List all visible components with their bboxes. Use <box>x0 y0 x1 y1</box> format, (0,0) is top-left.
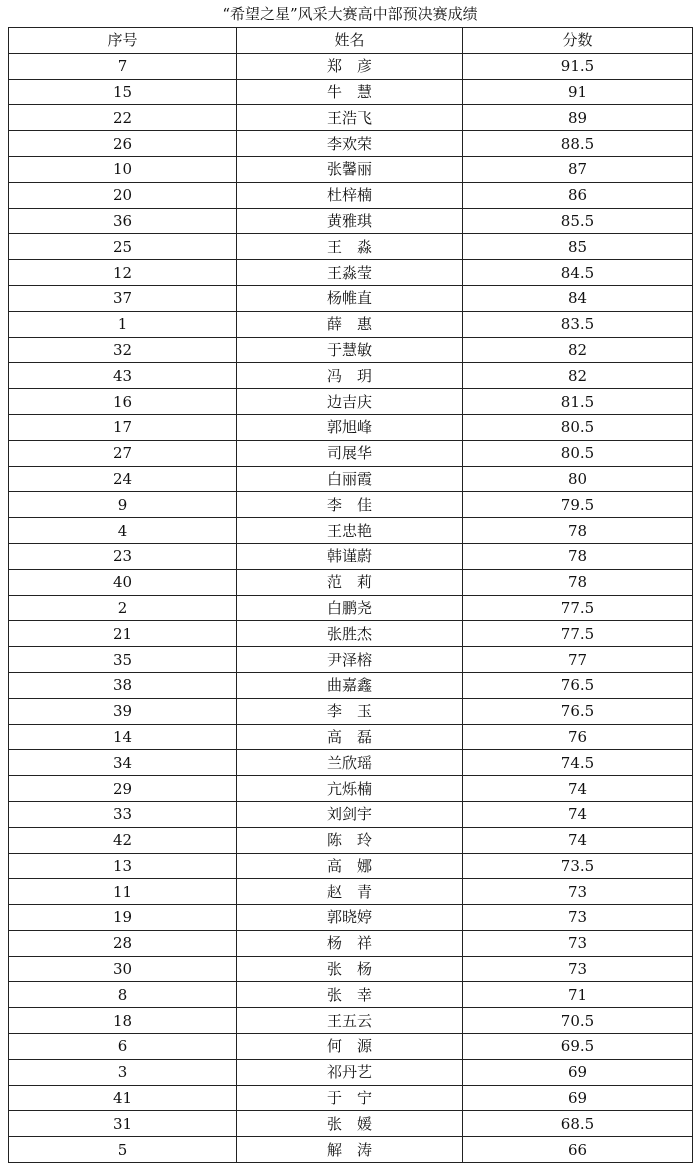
cell-score: 66 <box>463 1137 693 1163</box>
table-row <box>9 363 693 389</box>
score-table <box>8 27 693 1163</box>
cell-score: 71 <box>463 982 693 1008</box>
table-row <box>9 208 693 234</box>
cell-seq: 14 <box>9 724 237 750</box>
table-row <box>9 414 693 440</box>
cell-seq: 38 <box>9 672 237 698</box>
cell-seq: 27 <box>9 440 237 466</box>
cell-name: 边吉庆 <box>237 389 463 415</box>
cell-name: 祁丹艺 <box>237 1059 463 1085</box>
cell-name: 韩谨蔚 <box>237 543 463 569</box>
cell-name: 白鹏尧 <box>237 595 463 621</box>
cell-score: 84.5 <box>463 260 693 286</box>
cell-score: 84 <box>463 285 693 311</box>
cell-name: 王五云 <box>237 1008 463 1034</box>
cell-seq: 31 <box>9 1111 237 1137</box>
cell-seq: 18 <box>9 1008 237 1034</box>
table-row <box>9 776 693 802</box>
cell-score: 77.5 <box>463 621 693 647</box>
cell-name: 陈 玲 <box>237 827 463 853</box>
cell-score: 91.5 <box>463 53 693 79</box>
cell-name: 郑 彦 <box>237 53 463 79</box>
table-row <box>9 750 693 776</box>
cell-name: 王淼莹 <box>237 260 463 286</box>
cell-score: 88.5 <box>463 131 693 157</box>
cell-seq: 30 <box>9 956 237 982</box>
table-row <box>9 79 693 105</box>
cell-name: 刘剑宇 <box>237 801 463 827</box>
cell-seq: 43 <box>9 363 237 389</box>
cell-seq: 36 <box>9 208 237 234</box>
table-row <box>9 595 693 621</box>
table-row <box>9 1085 693 1111</box>
table-row <box>9 105 693 131</box>
cell-name: 王忠艳 <box>237 518 463 544</box>
table-row <box>9 53 693 79</box>
cell-score: 91 <box>463 79 693 105</box>
cell-score: 78 <box>463 543 693 569</box>
table-row <box>9 389 693 415</box>
table-row <box>9 1008 693 1034</box>
cell-seq: 32 <box>9 337 237 363</box>
cell-name: 郭旭峰 <box>237 414 463 440</box>
cell-score: 74.5 <box>463 750 693 776</box>
cell-name: 薛 惠 <box>237 311 463 337</box>
table-row <box>9 672 693 698</box>
cell-score: 89 <box>463 105 693 131</box>
cell-seq: 3 <box>9 1059 237 1085</box>
cell-seq: 16 <box>9 389 237 415</box>
cell-name: 尹泽榕 <box>237 647 463 673</box>
header-score: 分数 <box>463 28 693 54</box>
table-row <box>9 260 693 286</box>
cell-score: 76.5 <box>463 672 693 698</box>
table-row <box>9 285 693 311</box>
cell-seq: 37 <box>9 285 237 311</box>
cell-seq: 22 <box>9 105 237 131</box>
cell-score: 82 <box>463 363 693 389</box>
table-row <box>9 156 693 182</box>
cell-seq: 23 <box>9 543 237 569</box>
cell-seq: 40 <box>9 569 237 595</box>
cell-name: 司展华 <box>237 440 463 466</box>
table-row <box>9 827 693 853</box>
cell-seq: 13 <box>9 853 237 879</box>
cell-score: 86 <box>463 182 693 208</box>
cell-name: 黄雅琪 <box>237 208 463 234</box>
table-body <box>9 53 693 1162</box>
cell-score: 69.5 <box>463 1034 693 1060</box>
cell-seq: 17 <box>9 414 237 440</box>
cell-seq: 12 <box>9 260 237 286</box>
cell-name: 王浩飞 <box>237 105 463 131</box>
table-header-row <box>9 28 693 54</box>
cell-seq: 42 <box>9 827 237 853</box>
table-row <box>9 466 693 492</box>
cell-score: 68.5 <box>463 1111 693 1137</box>
table-row <box>9 569 693 595</box>
cell-score: 77 <box>463 647 693 673</box>
cell-name: 牛 慧 <box>237 79 463 105</box>
cell-score: 69 <box>463 1059 693 1085</box>
cell-name: 李 玉 <box>237 698 463 724</box>
cell-score: 81.5 <box>463 389 693 415</box>
cell-score: 73 <box>463 879 693 905</box>
table-row <box>9 879 693 905</box>
table-row <box>9 621 693 647</box>
cell-name: 李欢荣 <box>237 131 463 157</box>
cell-score: 74 <box>463 776 693 802</box>
table-row <box>9 724 693 750</box>
cell-score: 74 <box>463 801 693 827</box>
cell-seq: 19 <box>9 905 237 931</box>
cell-score: 76 <box>463 724 693 750</box>
page-title: “希望之星”风采大赛高中部预决赛成绩 <box>222 5 478 23</box>
cell-seq: 28 <box>9 930 237 956</box>
table-row <box>9 1034 693 1060</box>
cell-name: 张 幸 <box>237 982 463 1008</box>
cell-score: 69 <box>463 1085 693 1111</box>
cell-seq: 7 <box>9 53 237 79</box>
table-row <box>9 234 693 260</box>
cell-score: 87 <box>463 156 693 182</box>
cell-name: 范 莉 <box>237 569 463 595</box>
cell-name: 张馨丽 <box>237 156 463 182</box>
cell-score: 80.5 <box>463 414 693 440</box>
cell-score: 73 <box>463 956 693 982</box>
table-row <box>9 182 693 208</box>
cell-seq: 11 <box>9 879 237 905</box>
cell-name: 亢烁楠 <box>237 776 463 802</box>
cell-seq: 35 <box>9 647 237 673</box>
cell-name: 张 杨 <box>237 956 463 982</box>
cell-seq: 9 <box>9 492 237 518</box>
cell-seq: 26 <box>9 131 237 157</box>
table-row <box>9 905 693 931</box>
cell-name: 曲嘉鑫 <box>237 672 463 698</box>
cell-name: 高 磊 <box>237 724 463 750</box>
cell-name: 兰欣瑶 <box>237 750 463 776</box>
cell-score: 80.5 <box>463 440 693 466</box>
table-row <box>9 982 693 1008</box>
table-row <box>9 1059 693 1085</box>
cell-name: 高 娜 <box>237 853 463 879</box>
cell-seq: 24 <box>9 466 237 492</box>
cell-score: 83.5 <box>463 311 693 337</box>
table-row <box>9 930 693 956</box>
cell-name: 冯 玥 <box>237 363 463 389</box>
cell-seq: 1 <box>9 311 237 337</box>
cell-score: 70.5 <box>463 1008 693 1034</box>
cell-seq: 29 <box>9 776 237 802</box>
table-row <box>9 518 693 544</box>
cell-seq: 41 <box>9 1085 237 1111</box>
cell-name: 杜梓楠 <box>237 182 463 208</box>
cell-seq: 21 <box>9 621 237 647</box>
table-row <box>9 1137 693 1163</box>
cell-seq: 10 <box>9 156 237 182</box>
header-name: 姓名 <box>237 28 463 54</box>
table-row <box>9 956 693 982</box>
table-row <box>9 1111 693 1137</box>
table-row <box>9 853 693 879</box>
cell-name: 李 佳 <box>237 492 463 518</box>
cell-name: 赵 青 <box>237 879 463 905</box>
cell-name: 郭晓婷 <box>237 905 463 931</box>
cell-name: 张 媛 <box>237 1111 463 1137</box>
cell-score: 82 <box>463 337 693 363</box>
header-seq: 序号 <box>9 28 237 54</box>
cell-seq: 25 <box>9 234 237 260</box>
cell-seq: 39 <box>9 698 237 724</box>
cell-seq: 15 <box>9 79 237 105</box>
cell-score: 85 <box>463 234 693 260</box>
cell-name: 杨 祥 <box>237 930 463 956</box>
table-row <box>9 440 693 466</box>
cell-name: 于慧敏 <box>237 337 463 363</box>
table-row <box>9 311 693 337</box>
cell-score: 79.5 <box>463 492 693 518</box>
cell-name: 解 涛 <box>237 1137 463 1163</box>
cell-name: 何 源 <box>237 1034 463 1060</box>
cell-seq: 8 <box>9 982 237 1008</box>
cell-score: 73 <box>463 930 693 956</box>
table-row <box>9 131 693 157</box>
cell-score: 73 <box>463 905 693 931</box>
cell-name: 杨帷直 <box>237 285 463 311</box>
cell-name: 于 宁 <box>237 1085 463 1111</box>
cell-score: 78 <box>463 569 693 595</box>
table-row <box>9 647 693 673</box>
cell-seq: 6 <box>9 1034 237 1060</box>
table-row <box>9 698 693 724</box>
cell-score: 78 <box>463 518 693 544</box>
cell-seq: 33 <box>9 801 237 827</box>
cell-seq: 20 <box>9 182 237 208</box>
table-row <box>9 543 693 569</box>
cell-score: 76.5 <box>463 698 693 724</box>
cell-name: 王 淼 <box>237 234 463 260</box>
table-row <box>9 492 693 518</box>
cell-score: 80 <box>463 466 693 492</box>
cell-score: 74 <box>463 827 693 853</box>
cell-seq: 4 <box>9 518 237 544</box>
table-row <box>9 801 693 827</box>
cell-score: 73.5 <box>463 853 693 879</box>
cell-seq: 5 <box>9 1137 237 1163</box>
cell-name: 白丽霞 <box>237 466 463 492</box>
cell-name: 张胜杰 <box>237 621 463 647</box>
cell-score: 77.5 <box>463 595 693 621</box>
cell-seq: 34 <box>9 750 237 776</box>
cell-score: 85.5 <box>463 208 693 234</box>
table-row <box>9 337 693 363</box>
cell-seq: 2 <box>9 595 237 621</box>
